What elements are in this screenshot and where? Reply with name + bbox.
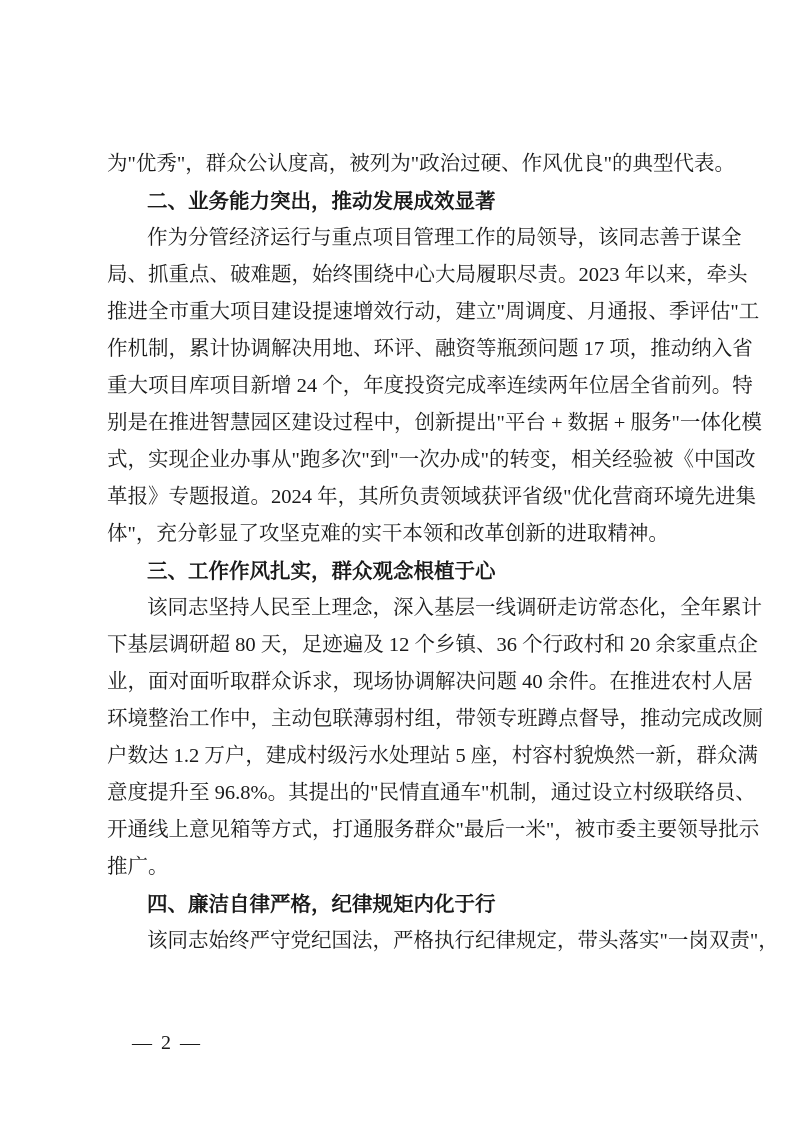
paragraph-line: 推进全市重大项目建设提速增效行动，建立"周调度、月通报、季评估"工: [107, 301, 760, 323]
section-heading: 二、业务能力突出，推动发展成效显著: [147, 190, 496, 213]
page-number: — 2 —: [132, 1032, 202, 1054]
paragraph-line: 局、抓重点、破难题，始终围绕中心大局履职尽责。2023 年以来，牵头: [107, 264, 748, 286]
paragraph-line: 户数达 1.2 万户，建成村级污水处理站 5 座，村容村貌焕然一新，群众满: [107, 745, 758, 767]
paragraph-line: 该同志坚持人民至上理念，深入基层一线调研走访常态化，全年累计: [147, 597, 762, 619]
paragraph-line: 式，实现企业办事从"跑多次"到"一次办成"的转变，相关经验被《中国改: [107, 449, 756, 471]
document-page: [107, 146, 779, 960]
section-heading: 三、工作作风扎实，群众观念根植于心: [147, 560, 496, 583]
paragraph-line: 业，面对面听取群众诉求，现场协调解决问题 40 余件。在推进农村人居: [107, 671, 753, 693]
paragraph-line: 为"优秀"，群众公认度高，被列为"政治过硬、作风优良"的典型代表。: [107, 153, 735, 175]
paragraph-line: 革报》专题报道。2024 年，其所负责领域获评省级"优化营商环境先进集: [107, 486, 756, 508]
section-heading: 四、廉洁自律严格，纪律规矩内化于行: [147, 893, 496, 916]
paragraph-line: 作为分管经济运行与重点项目管理工作的局领导，该同志善于谋全: [147, 227, 742, 249]
paragraph-line: 作机制，累计协调解决用地、环评、融资等瓶颈问题 17 项，推动纳入省: [107, 338, 753, 360]
paragraph-line: 体"，充分彰显了攻坚克难的实干本领和改革创新的进取精神。: [107, 523, 669, 545]
paragraph-line: 别是在推进智慧园区建设过程中，创新提出"平台 + 数据 + 服务"一体化模: [107, 412, 762, 434]
paragraph-line: 该同志始终严守党纪国法，严格执行纪律规定，带头落实"一岗双责"，: [147, 930, 779, 952]
paragraph-line: 推广。: [107, 856, 169, 878]
paragraph-line: 意度提升至 96.8%。其提出的"民情直通车"机制，通过设立村级联络员、: [107, 782, 756, 804]
paragraph-line: 开通线上意见箱等方式，打通服务群众"最后一米"，被市委主要领导批示: [107, 819, 760, 841]
paragraph-line: 重大项目库项目新增 24 个，年度投资完成率连续两年位居全省前列。特: [107, 375, 753, 397]
paragraph-line: 下基层调研超 80 天，足迹遍及 12 个乡镇、36 个行政村和 20 余家重点企: [107, 634, 758, 656]
paragraph-line: 环境整治工作中，主动包联薄弱村组，带领专班蹲点督导，推动完成改厕: [107, 708, 763, 730]
